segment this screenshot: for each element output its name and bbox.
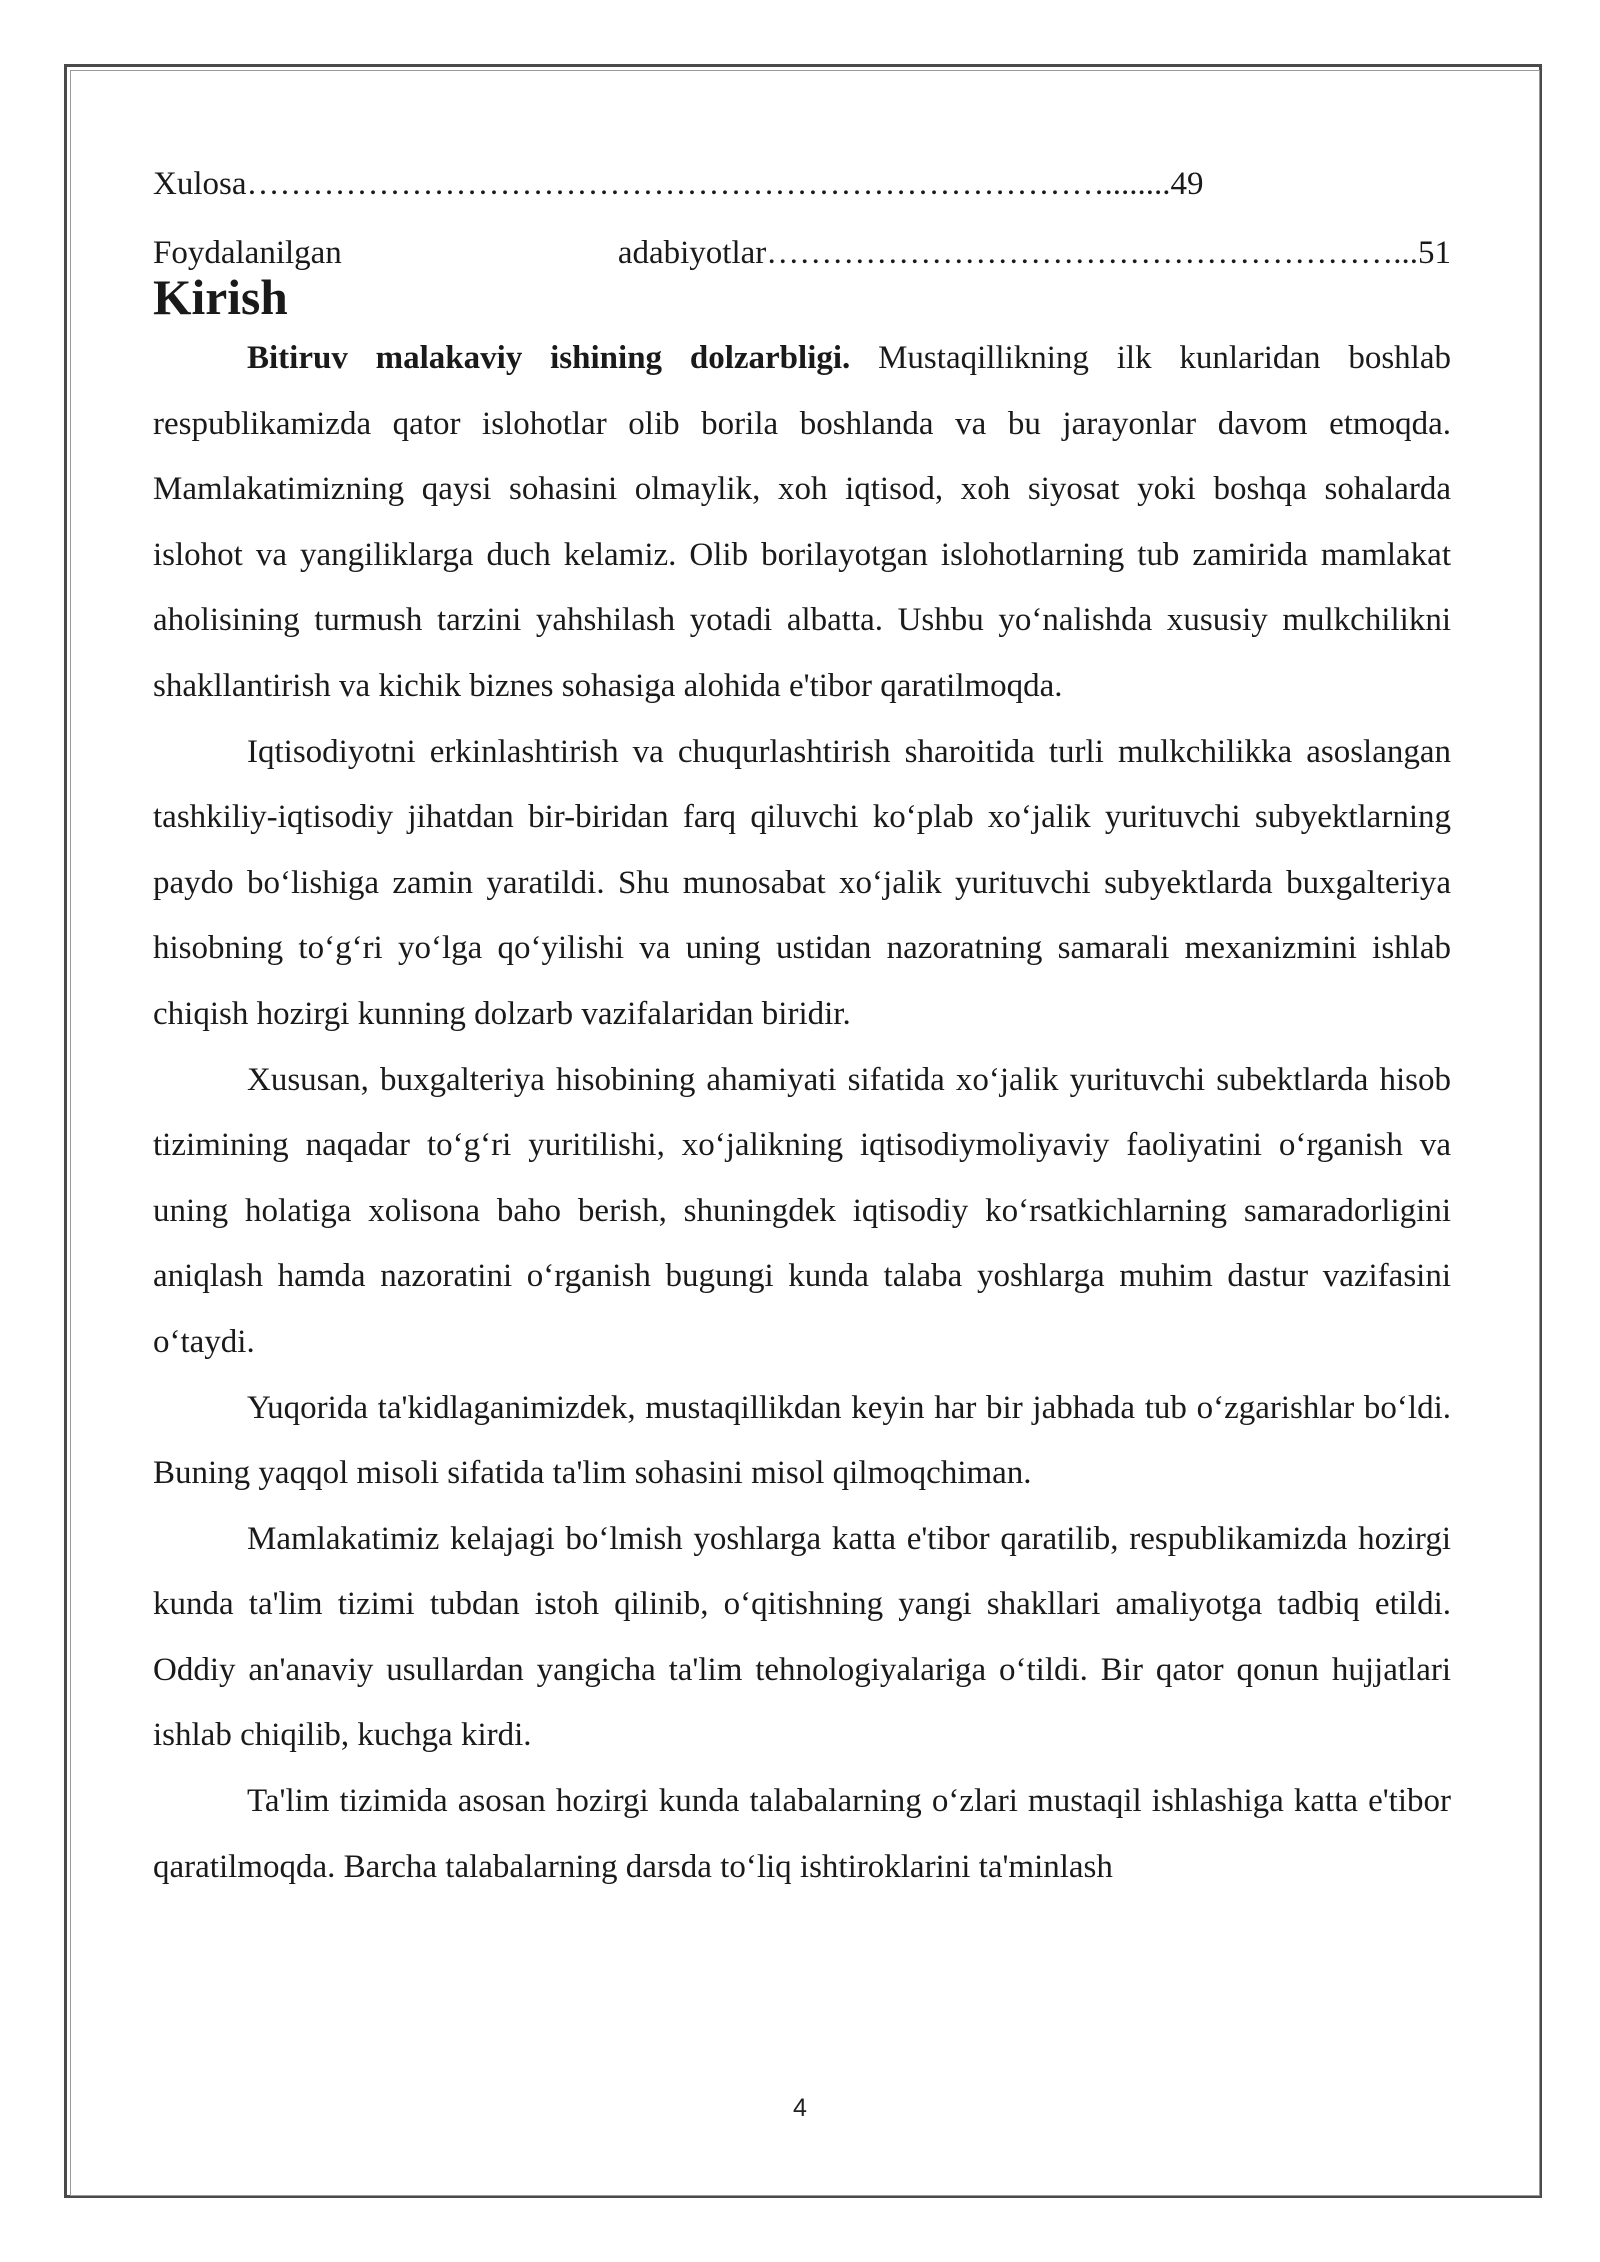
paragraph: Iqtisodiyotni erkinlashtirish va chuqurlashtirish sharoitida turli mulkchilikka asoslangan tashkiliy-iqtisodiy jihatdan bir-biridan farq qiluvchi ko‘plab xo‘jalik yurituvchi subyektlarning paydo bo‘lishiga zamin yaratildi. Shu munosabat xo‘jalik yurituvchi subyektlarda buxgalteriya hisobning to‘g‘ri yo‘lga qo‘yilishi va uning ustidan nazoratning samarali mexanizmini ishlab chiqish hozirgi kunning dolzarb vazifalaridan biridir. — [153, 733, 1451, 1032]
toc-entry-references — [153, 234, 1451, 272]
paragraph: Mamlakatimiz kelajagi bo‘lmish yoshlarga katta e'tibor qaratilib, respublikamizda hozirgi kunda ta'lim tizimi tubdan istoh qilinib, o‘qitishning yangi shakllari amaliyotga tadbiq etildi. Oddiy an'anaviy usullardan yangicha ta'lim tehnologiyalariga o‘tildi. Bir qator qonun hujjatlari ishlab chiqilib, kuchga kirdi. — [153, 1520, 1451, 1754]
paragraph: Ta'lim tizimida asosan hozirgi kunda talabalarning o‘zlari mustaqil ishlashiga katta e'tibor qaratilmoqda. Barcha talabalarning darsda to‘liq ishtiroklarini ta'minlash — [153, 1783, 1451, 1885]
paragraph: Yuqorida ta'kidlaganimizdek, mustaqillikdan keyin har bir jabhada tub o‘zgarishlar bo‘ldi. Buning yaqqol misoli sifatida ta'lim sohasini misol qilmoqchiman. — [153, 1389, 1451, 1492]
paragraph-relevance — [153, 326, 1451, 720]
document-body — [153, 158, 1451, 1900]
section-heading: Kirish — [153, 270, 288, 325]
toc-entry-conclusion: Xulosa……………………………………………………………………........49 — [153, 166, 1204, 202]
paragraph: Xususan, buxgalteriya hisobining ahamiyati sifatida xo‘jalik yurituvchi subektlarda hisob tizimining naqadar to‘g‘ri yuritilishi, xo‘jalikning iqtisodiymoliyaviy faoliyatini o‘rganish va uning holatiga xolisona baho berish, shuningdek iqtisodiy ko‘rsatkichlarning samaradorligini aniqlash hamda nazoratini o‘rganish bugungi kunda talaba yoshlarga muhim dastur vazifasini o‘taydi. — [153, 1061, 1451, 1360]
toc-references-word2: adabiyotlar…………………………………………………...51 — [617, 235, 1451, 271]
paragraph-body: Mustaqillikning ilk kunlaridan boshlab respublikamizda qator islohotlar olib borila boshlanda va bu jarayonlar davom etmoqda. Mamlakatimizning qaysi sohasini olmaylik, xoh iqtisod, xoh siyosat yoki boshqa sohalarda islohot va yangiliklarga duch kelamiz. Olib borilayotgan islohotlarning tub zamirida mamlakat aholisining turmush tarzini yahshilash yotadi albatta. Ushbu yo‘nalishda xususiy mulkchilikni shakllantirish va kichik biznes sohasiga alohida e'tibor qaratilmoqda. — [153, 340, 1451, 704]
toc-references-word1: Foydalanilgan — [153, 235, 342, 271]
page-number: 4 — [793, 2094, 807, 2122]
paragraph-lead: Bitiruv malakaviy ishining dolzarbligi. — [247, 340, 851, 376]
